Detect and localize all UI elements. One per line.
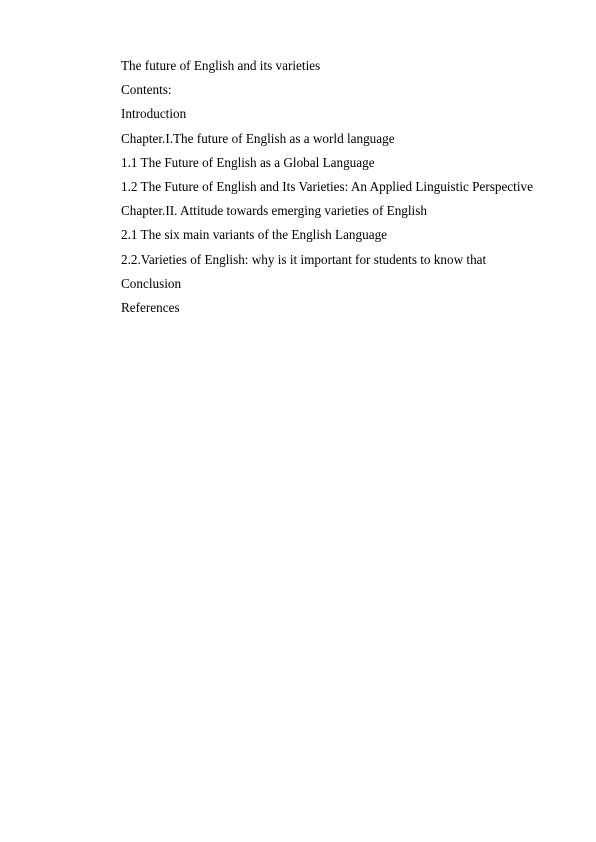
toc-entry-section-2-2: 2.2.Varieties of English: why is it important for students to know that — [121, 251, 487, 267]
toc-entry-introduction: Introduction — [121, 106, 187, 122]
toc-entry-section-1-1: 1.1 The Future of English as a Global Language — [121, 154, 375, 170]
toc-entry-section-1-2: 1.2 The Future of English and Its Varieties: An Applied Linguistic Perspective — [121, 178, 533, 194]
document-title: The future of English and its varieties — [121, 58, 321, 73]
toc-entry-chapter-1: Chapter.I.The future of English as a world language — [121, 130, 395, 146]
table-of-contents — [121, 57, 591, 323]
toc-entry-references: References — [121, 299, 180, 315]
toc-entry-section-2-1: 2.1 The six main variants of the English Language — [121, 227, 388, 243]
toc-entry-chapter-2: Chapter.II. Attitude towards emerging varieties of English — [121, 203, 427, 219]
toc-entry-conclusion: Conclusion — [121, 275, 182, 291]
contents-heading: Contents: — [121, 82, 172, 98]
